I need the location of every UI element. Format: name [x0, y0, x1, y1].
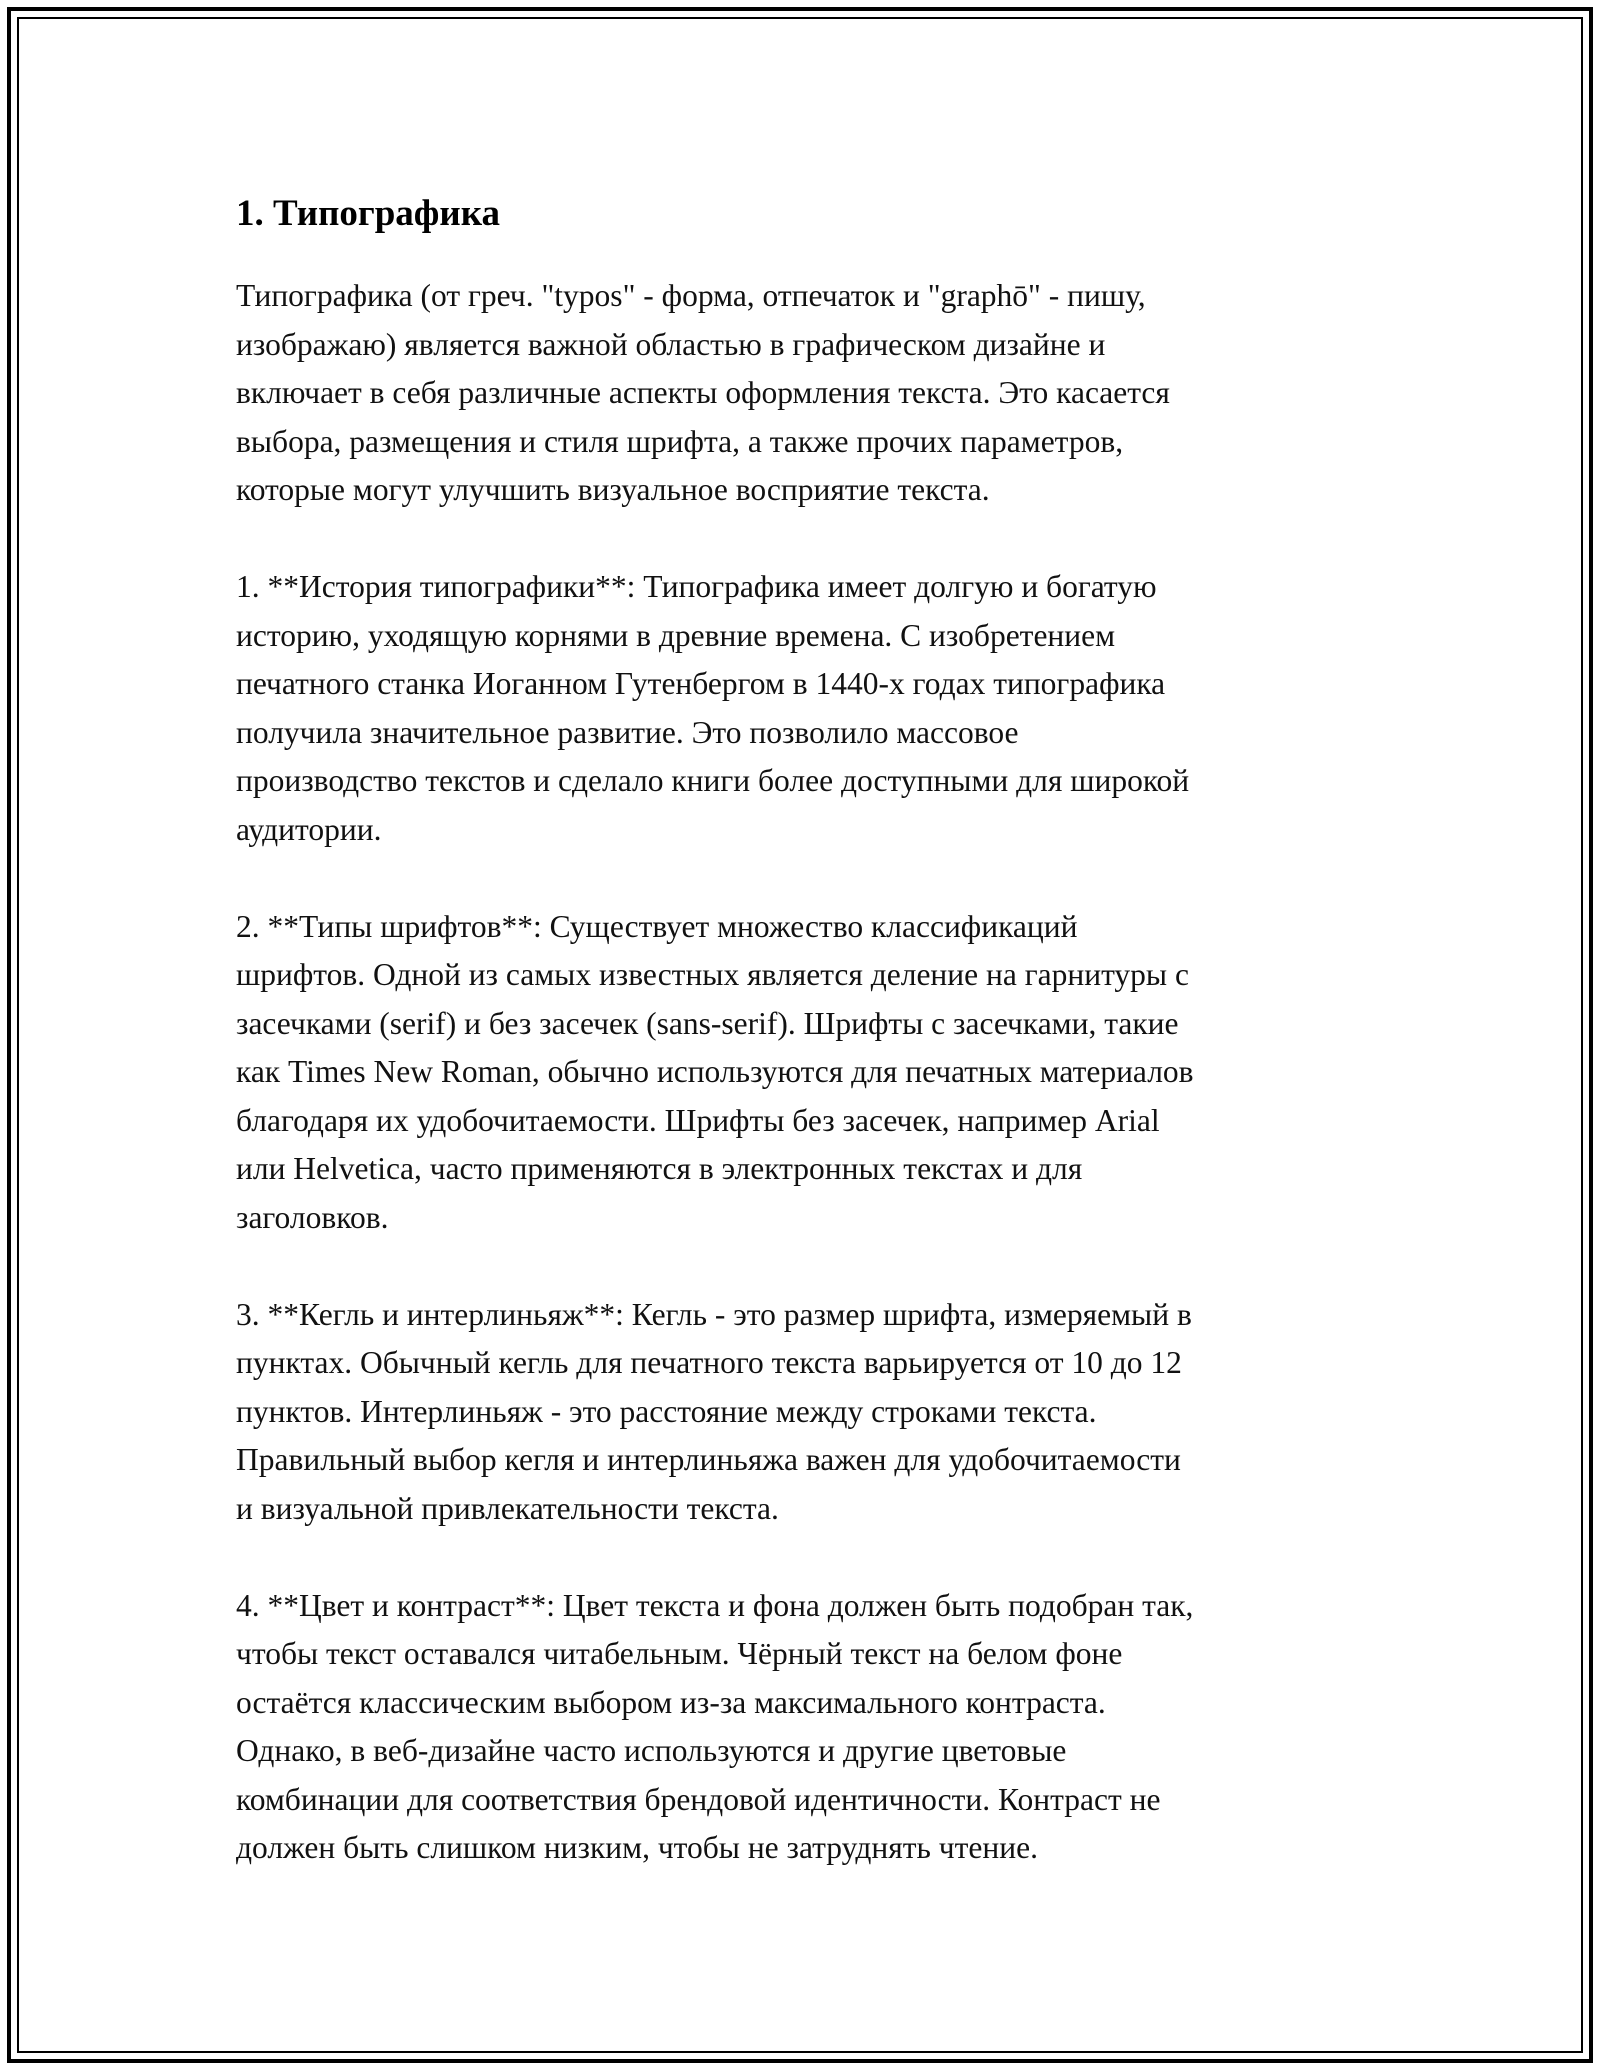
paragraph-line: производство текстов и сделало книги более доступными для широкой — [236, 763, 1190, 798]
paragraph-line: включает в себя различные аспекты оформления текста. Это касается — [236, 375, 1170, 410]
paragraph-line: пунктов. Интерлиньяж - это расстояние между строками текста. — [236, 1393, 1097, 1429]
paragraph-line: остаётся классическим выбором из-за максимального контраста. — [236, 1684, 1106, 1720]
paragraph-line: пунктах. Обычный кегль для печатного текста варьируется от 10 до 12 — [236, 1345, 1182, 1380]
history-paragraph — [236, 563, 1366, 854]
paragraph-line: 3. **Кегль и интерлиньяж**: Кегль - это размер шрифта, измеряемый в — [236, 1296, 1192, 1332]
paragraph-line: 4. **Цвет и контраст**: Цвет текста и фона должен быть подобран так, — [236, 1587, 1194, 1623]
paragraph-line: Типографика (от греч. "typos" - форма, отпечаток и "graphō" - пишу, — [236, 278, 1146, 313]
intro-paragraph — [236, 272, 1366, 515]
color-contrast-paragraph — [236, 1582, 1366, 1873]
paragraph-line: или Helvetica, часто применяются в электронных текстах и для — [236, 1151, 1083, 1186]
paragraph-line: чтобы текст оставался читабельным. Чёрный текст на белом фоне — [236, 1636, 1123, 1671]
paragraph-line: заголовков. — [236, 1199, 389, 1235]
paragraph-line: которые могут улучшить визуальное восприятие текста. — [236, 472, 990, 507]
document-page — [236, 182, 1366, 1873]
paragraph-line: шрифтов. Одной из самых известных является деление на гарнитуры с — [236, 957, 1189, 992]
paragraph-line: 1. **История типографики**: Типографика имеет долгую и богатую — [236, 569, 1157, 604]
paragraph-line: 2. **Типы шрифтов**: Существует множество классификаций — [236, 908, 1078, 944]
paragraph-line: получила значительное развитие. Это позволило массовое — [236, 714, 1019, 750]
paragraph-line: должен быть слишком низким, чтобы не затруднять чтение. — [236, 1830, 1038, 1865]
paragraph-line: Однако, в веб-дизайне часто используются и другие цветовые — [236, 1733, 1067, 1768]
paragraph-line: благодаря их удобочитаемости. Шрифты без засечек, например Arial — [236, 1102, 1160, 1138]
font-types-paragraph — [236, 903, 1366, 1243]
paragraph-line: комбинации для соответствия брендовой идентичности. Контраст не — [236, 1781, 1161, 1817]
paragraph-line: изображаю) является важной областью в графическом дизайне и — [236, 326, 1106, 362]
paragraph-line: и визуальной привлекательности текста. — [236, 1490, 779, 1526]
paragraph-line: Правильный выбор кегля и интерлиньяжа важен для удобочитаемости — [236, 1442, 1181, 1477]
paragraph-line: выбора, размещения и стиля шрифта, а также прочих параметров, — [236, 423, 1124, 459]
paragraph-line: как Times New Roman, обычно используются для печатных материалов — [236, 1054, 1194, 1089]
paragraph-line: историю, уходящую корнями в древние времена. С изобретением — [236, 617, 1116, 653]
paragraph-line: печатного станка Иоганном Гутенбергом в 1440-х годах типографика — [236, 666, 1166, 701]
section-heading: 1. Типографика — [236, 193, 500, 234]
paragraph-line: засечками (serif) и без засечек (sans-serif). Шрифты с засечками, такие — [236, 1005, 1179, 1041]
paragraph-line: аудитории. — [236, 811, 382, 847]
size-leading-paragraph — [236, 1291, 1366, 1534]
